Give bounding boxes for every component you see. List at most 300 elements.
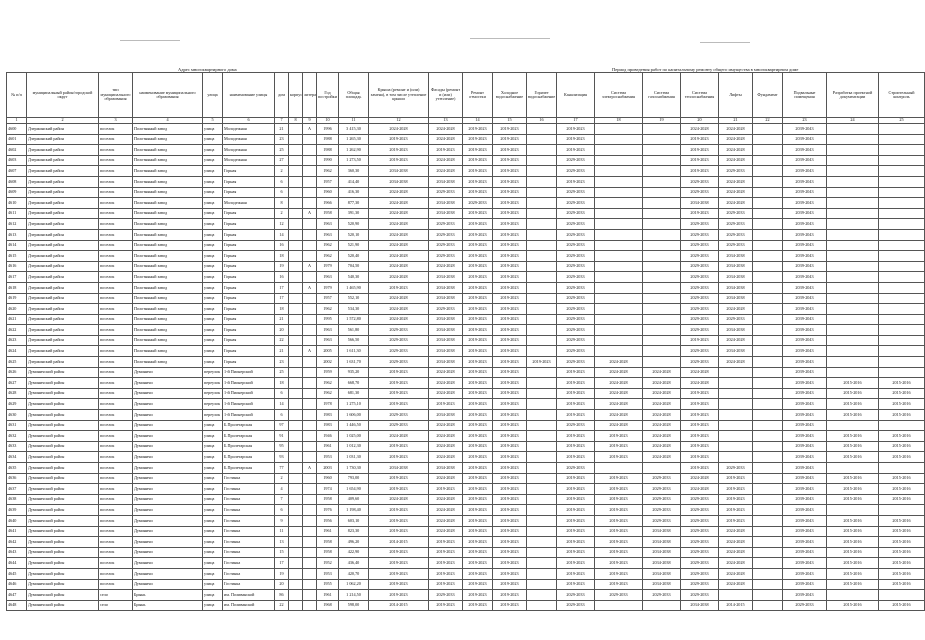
- table-cell: 21: [275, 346, 289, 357]
- table-cell: улица: [203, 124, 223, 135]
- table-cell: 4607: [7, 166, 27, 177]
- table-cell: 2019-2023: [369, 441, 429, 452]
- table-cell: [595, 293, 643, 304]
- table-cell: поселок: [99, 579, 133, 590]
- table-cell: Гостинка: [223, 526, 275, 537]
- table-cell: 1 214,50: [339, 590, 369, 601]
- table-cell: Полотняный завод: [133, 240, 203, 251]
- table-cell: улица: [203, 420, 223, 431]
- table-cell: [289, 176, 303, 187]
- table-cell: улица: [203, 515, 223, 526]
- table-cell: 2034-2038: [429, 176, 463, 187]
- table-cell: Думиничи: [133, 526, 203, 537]
- table-cell: [289, 420, 303, 431]
- table-row: [7, 282, 925, 293]
- table-cell: 4627: [7, 378, 27, 389]
- table-cell: 2015-2016: [879, 547, 925, 558]
- table-cell: 2024-2028: [719, 526, 753, 537]
- table-cell: 2024-2028: [719, 304, 753, 315]
- table-cell: [303, 134, 317, 145]
- table-cell: 2019-2023: [681, 441, 719, 452]
- table-cell: 2019-2023: [493, 452, 527, 463]
- table-cell: 2039-2043: [783, 420, 827, 431]
- table-cell: улица: [203, 357, 223, 368]
- table-cell: [753, 484, 783, 495]
- table-cell: 2019-2023: [369, 505, 429, 516]
- table-cell: [753, 558, 783, 569]
- table-cell: Горная: [223, 176, 275, 187]
- column-number: 8: [289, 118, 303, 124]
- table-cell: 2024-2028: [719, 568, 753, 579]
- table-cell: 1 031,30: [339, 452, 369, 463]
- table-cell: 1 446,50: [339, 420, 369, 431]
- table-cell: [303, 229, 317, 240]
- table-cell: [303, 155, 317, 166]
- table-cell: 2029-2033: [681, 558, 719, 569]
- table-cell: [595, 155, 643, 166]
- table-cell: 4626: [7, 367, 27, 378]
- table-cell: 4603: [7, 155, 27, 166]
- table-cell: 1957: [317, 176, 339, 187]
- table-cell: [595, 176, 643, 187]
- table-cell: 2024-2028: [643, 388, 681, 399]
- table-cell: [753, 145, 783, 156]
- table-cell: [595, 124, 643, 135]
- column-header: Канализация: [557, 73, 595, 118]
- table-cell: 2019-2023: [557, 547, 595, 558]
- table-cell: 2039-2043: [783, 198, 827, 209]
- column-number: 2: [27, 118, 99, 124]
- table-cell: 2019-2023: [493, 441, 527, 452]
- table-cell: 2029-2033: [643, 473, 681, 484]
- table-cell: 2019-2023: [463, 590, 493, 601]
- table-cell: [289, 526, 303, 537]
- table-cell: улица: [203, 431, 223, 442]
- table-cell: 2024-2028: [643, 410, 681, 421]
- table-cell: улица: [203, 484, 223, 495]
- table-cell: 2029-2033: [681, 579, 719, 590]
- table-cell: 2024-2028: [643, 452, 681, 463]
- table-cell: [753, 155, 783, 166]
- table-cell: [289, 229, 303, 240]
- table-cell: 2029-2033: [557, 600, 595, 611]
- table-cell: [719, 420, 753, 431]
- table-cell: [879, 293, 925, 304]
- table-cell: улица: [203, 568, 223, 579]
- table-cell: 2024-2028: [429, 505, 463, 516]
- table-cell: 561,80: [339, 325, 369, 336]
- table-cell: улица: [203, 600, 223, 611]
- table-cell: [527, 388, 557, 399]
- table-cell: 2019-2023: [557, 558, 595, 569]
- table-cell: улица: [203, 590, 223, 601]
- table-cell: 2039-2043: [783, 590, 827, 601]
- table-cell: [303, 494, 317, 505]
- table-cell: [289, 547, 303, 558]
- table-cell: 1952: [317, 558, 339, 569]
- table-cell: улица: [203, 547, 223, 558]
- scan-artifact: [470, 38, 550, 39]
- table-cell: [643, 282, 681, 293]
- table-cell: 2024-2028: [369, 219, 429, 230]
- table-cell: [643, 304, 681, 315]
- table-cell: 21: [275, 124, 289, 135]
- table-cell: 16: [275, 272, 289, 283]
- table-cell: 2034-2038: [643, 547, 681, 558]
- table-cell: 2019-2023: [369, 568, 429, 579]
- table-cell: Думиничский район: [27, 600, 99, 611]
- table-cell: 540,30: [339, 272, 369, 283]
- table-cell: [643, 155, 681, 166]
- table-cell: [527, 293, 557, 304]
- table-cell: 1-й Пионерский: [223, 399, 275, 410]
- table-cell: поселок: [99, 441, 133, 452]
- table-cell: Полотняный завод: [133, 145, 203, 156]
- table-cell: 2034-2038: [719, 261, 753, 272]
- table-cell: поселок: [99, 335, 133, 346]
- table-cell: [303, 547, 317, 558]
- table-cell: Горная: [223, 325, 275, 336]
- table-cell: 2019-2023: [595, 473, 643, 484]
- table-cell: 2039-2043: [783, 547, 827, 558]
- table-cell: [303, 187, 317, 198]
- table-cell: 2019-2023: [369, 515, 429, 526]
- table-cell: улица: [203, 335, 223, 346]
- table-cell: [303, 590, 317, 601]
- period-caption: Период проведения работ по капитальному ремонту общего имущества в многоквартирном доме: [612, 67, 799, 72]
- table-cell: 4624: [7, 346, 27, 357]
- table-cell: 2029-2033: [681, 314, 719, 325]
- table-cell: [289, 431, 303, 442]
- table-cell: 1988: [317, 145, 339, 156]
- table-cell: Думиничский район: [27, 463, 99, 474]
- table-cell: 2015-2016: [879, 431, 925, 442]
- table-cell: 2019-2023: [463, 166, 493, 177]
- table-cell: 2029-2033: [643, 505, 681, 516]
- table-cell: 2024-2028: [369, 431, 429, 442]
- column-header: тип муниципального образования: [99, 73, 133, 118]
- table-cell: 2039-2043: [783, 515, 827, 526]
- table-cell: улица: [203, 473, 223, 484]
- table-cell: 2029-2033: [429, 187, 463, 198]
- table-cell: 2039-2043: [783, 463, 827, 474]
- table-cell: 2034-2038: [429, 410, 463, 421]
- table-cell: 1961: [317, 590, 339, 601]
- table-cell: 2019-2023: [369, 367, 429, 378]
- table-cell: 1962: [317, 388, 339, 399]
- table-cell: 1958: [317, 494, 339, 505]
- table-cell: Молодежная: [223, 134, 275, 145]
- table-cell: 2019-2023: [463, 314, 493, 325]
- table-cell: [643, 198, 681, 209]
- table-cell: 2019-2023: [463, 568, 493, 579]
- table-cell: [753, 272, 783, 283]
- table-cell: 2019-2023: [493, 568, 527, 579]
- table-cell: 2019-2023: [369, 282, 429, 293]
- table-cell: 14: [275, 229, 289, 240]
- table-cell: 2029-2033: [557, 346, 595, 357]
- table-cell: 2015-2016: [827, 441, 879, 452]
- table-cell: 2019-2023: [463, 293, 493, 304]
- table-cell: 2015-2016: [827, 410, 879, 421]
- table-cell: 2015-2016: [879, 378, 925, 389]
- table-cell: 2015-2016: [879, 526, 925, 537]
- table-cell: 2024-2028: [595, 399, 643, 410]
- table-cell: Дзержинский район: [27, 293, 99, 304]
- table-cell: [643, 134, 681, 145]
- table-cell: улица: [203, 346, 223, 357]
- table-cell: [827, 314, 879, 325]
- table-cell: 1979: [317, 282, 339, 293]
- table-cell: [753, 378, 783, 389]
- table-row: [7, 441, 925, 452]
- table-cell: 1983: [317, 410, 339, 421]
- table-cell: 2039-2043: [783, 304, 827, 315]
- table-cell: поселок: [99, 431, 133, 442]
- table-cell: 2019-2023: [369, 590, 429, 601]
- table-cell: 2039-2043: [783, 325, 827, 336]
- table-row: [7, 187, 925, 198]
- table-cell: 2019-2023: [557, 568, 595, 579]
- table-cell: 2024-2028: [719, 145, 753, 156]
- table-cell: переулок: [203, 388, 223, 399]
- table-cell: 2019-2023: [493, 325, 527, 336]
- table-cell: 2019-2023: [493, 537, 527, 548]
- column-number: 5: [203, 118, 223, 124]
- table-cell: 2039-2043: [783, 261, 827, 272]
- table-cell: 2019-2023: [595, 515, 643, 526]
- table-cell: 2029-2033: [643, 515, 681, 526]
- table-cell: [827, 282, 879, 293]
- table-cell: 2024-2028: [643, 441, 681, 452]
- table-cell: [527, 420, 557, 431]
- table-cell: 2029-2033: [719, 229, 753, 240]
- table-cell: 2029-2033: [719, 240, 753, 251]
- column-number: 18: [595, 118, 643, 124]
- table-cell: Полотняный завод: [133, 176, 203, 187]
- table-cell: 21: [275, 314, 289, 325]
- column-number: 20: [681, 118, 719, 124]
- column-header: Лифты: [719, 73, 753, 118]
- table-cell: 1 198,40: [339, 505, 369, 516]
- table-cell: [879, 198, 925, 209]
- table-cell: [303, 378, 317, 389]
- table-cell: 6: [275, 505, 289, 516]
- table-row: [7, 176, 925, 187]
- table-cell: 1 730,30: [339, 463, 369, 474]
- table-cell: 2024-2028: [429, 515, 463, 526]
- table-cell: 12: [275, 219, 289, 230]
- table-cell: [289, 558, 303, 569]
- table-cell: 2024-2028: [719, 335, 753, 346]
- table-cell: [303, 515, 317, 526]
- table-cell: [753, 473, 783, 484]
- table-cell: 668,70: [339, 378, 369, 389]
- table-cell: Дзержинский район: [27, 229, 99, 240]
- table-cell: улица: [203, 155, 223, 166]
- table-cell: 11: [275, 526, 289, 537]
- table-cell: 2039-2043: [783, 378, 827, 389]
- table-cell: 2019-2023: [463, 304, 493, 315]
- table-cell: [289, 515, 303, 526]
- table-cell: 2019-2023: [493, 208, 527, 219]
- table-cell: 2039-2043: [783, 388, 827, 399]
- table-cell: [879, 463, 925, 474]
- column-number: 13: [429, 118, 463, 124]
- table-cell: 4622: [7, 325, 27, 336]
- table-cell: Дзержинский район: [27, 240, 99, 251]
- table-cell: Дзержинский район: [27, 124, 99, 135]
- table-cell: 2039-2043: [783, 134, 827, 145]
- table-cell: 2034-2038: [643, 579, 681, 590]
- table-cell: 2019-2023: [369, 547, 429, 558]
- table-cell: 15: [275, 547, 289, 558]
- table-cell: Думиничский район: [27, 420, 99, 431]
- table-cell: [879, 187, 925, 198]
- table-cell: 2019-2023: [493, 600, 527, 611]
- table-cell: Гостинка: [223, 515, 275, 526]
- table-cell: [289, 304, 303, 315]
- table-cell: Гостинка: [223, 473, 275, 484]
- table-cell: Полотняный завод: [133, 229, 203, 240]
- table-cell: 534,30: [339, 304, 369, 315]
- column-header: Фундамент: [753, 73, 783, 118]
- table-cell: Дзержинский район: [27, 155, 99, 166]
- table-cell: 1990: [317, 155, 339, 166]
- table-cell: Дзержинский район: [27, 272, 99, 283]
- table-cell: [289, 251, 303, 262]
- table-cell: 2034-2038: [719, 325, 753, 336]
- table-cell: 2024-2028: [429, 261, 463, 272]
- table-cell: 1958: [317, 537, 339, 548]
- table-cell: 97: [275, 420, 289, 431]
- table-cell: 1961: [317, 526, 339, 537]
- table-row: [7, 325, 925, 336]
- table-cell: Думиничский район: [27, 558, 99, 569]
- column-header: Ремонт отмостки: [463, 73, 493, 118]
- table-cell: 2019-2023: [493, 176, 527, 187]
- table-cell: 2019-2023: [557, 378, 595, 389]
- table-cell: 2019-2023: [493, 473, 527, 484]
- table-cell: [527, 558, 557, 569]
- table-cell: 2019-2023: [429, 145, 463, 156]
- table-cell: 2039-2043: [783, 473, 827, 484]
- table-cell: 2039-2043: [783, 314, 827, 325]
- table-cell: 2029-2033: [557, 282, 595, 293]
- table-cell: 13: [275, 537, 289, 548]
- table-cell: 2019-2023: [463, 346, 493, 357]
- table-cell: [643, 187, 681, 198]
- table-cell: улица: [203, 251, 223, 262]
- table-cell: поселок: [99, 304, 133, 315]
- column-number: 19: [643, 118, 681, 124]
- table-cell: 2024-2028: [369, 251, 429, 262]
- table-cell: [719, 452, 753, 463]
- table-cell: 1974: [317, 484, 339, 495]
- table-cell: [719, 367, 753, 378]
- table-cell: Гостинка: [223, 568, 275, 579]
- table-cell: [827, 325, 879, 336]
- table-cell: 4614: [7, 240, 27, 251]
- table-cell: 1953: [317, 452, 339, 463]
- table-cell: Гостинка: [223, 494, 275, 505]
- table-cell: поселок: [99, 240, 133, 251]
- table-cell: 2019-2023: [493, 378, 527, 389]
- table-cell: [827, 240, 879, 251]
- table-cell: 2034-2038: [643, 558, 681, 569]
- table-cell: 2019-2023: [557, 494, 595, 505]
- table-cell: 2019-2023: [463, 484, 493, 495]
- table-cell: 4630: [7, 410, 27, 421]
- table-cell: 27: [275, 155, 289, 166]
- table-cell: 2024-2028: [719, 155, 753, 166]
- table-cell: [643, 325, 681, 336]
- table-cell: 4611: [7, 208, 27, 219]
- table-cell: [719, 431, 753, 442]
- table-cell: Думиничи: [133, 410, 203, 421]
- table-cell: 2019-2023: [463, 357, 493, 368]
- table-cell: 2019-2023: [493, 198, 527, 209]
- table-cell: [289, 166, 303, 177]
- table-cell: 2039-2043: [783, 251, 827, 262]
- table-cell: [527, 484, 557, 495]
- table-row: [7, 293, 925, 304]
- table-cell: [879, 166, 925, 177]
- table-cell: [753, 441, 783, 452]
- table-cell: [753, 452, 783, 463]
- table-cell: [527, 240, 557, 251]
- table-cell: Гостинка: [223, 547, 275, 558]
- table-cell: [289, 261, 303, 272]
- table-cell: [879, 357, 925, 368]
- table-cell: поселок: [99, 346, 133, 357]
- table-cell: 416,30: [339, 187, 369, 198]
- table-cell: 1961: [317, 441, 339, 452]
- table-cell: Думиничский район: [27, 388, 99, 399]
- table-cell: [303, 325, 317, 336]
- table-cell: 2019-2023: [493, 346, 527, 357]
- table-cell: [879, 219, 925, 230]
- table-cell: 2029-2033: [681, 325, 719, 336]
- table-cell: 2029-2033: [719, 314, 753, 325]
- table-cell: 2029-2033: [681, 515, 719, 526]
- table-cell: поселок: [99, 134, 133, 145]
- table-cell: 2019-2023: [463, 526, 493, 537]
- table-cell: Думиничи: [133, 568, 203, 579]
- table-cell: [289, 590, 303, 601]
- table-cell: Горная: [223, 357, 275, 368]
- table-cell: 2029-2033: [681, 526, 719, 537]
- table-cell: [595, 208, 643, 219]
- table-cell: 2019-2023: [595, 568, 643, 579]
- table-cell: [303, 431, 317, 442]
- table-cell: 2024-2028: [429, 134, 463, 145]
- table-cell: 1-й Пионерский: [223, 410, 275, 421]
- table-cell: [643, 219, 681, 230]
- table-cell: 2019-2023: [493, 187, 527, 198]
- table-cell: 2019-2023: [595, 431, 643, 442]
- table-cell: 2029-2033: [557, 187, 595, 198]
- table-row: [7, 166, 925, 177]
- table-cell: 4645: [7, 568, 27, 579]
- column-header: Холодное водоснабжение: [493, 73, 527, 118]
- table-cell: 4642: [7, 537, 27, 548]
- table-cell: 2039-2043: [783, 208, 827, 219]
- table-cell: 4: [275, 484, 289, 495]
- table-cell: 2019-2023: [557, 526, 595, 537]
- table-cell: Гостинка: [223, 537, 275, 548]
- column-number: 4: [133, 118, 203, 124]
